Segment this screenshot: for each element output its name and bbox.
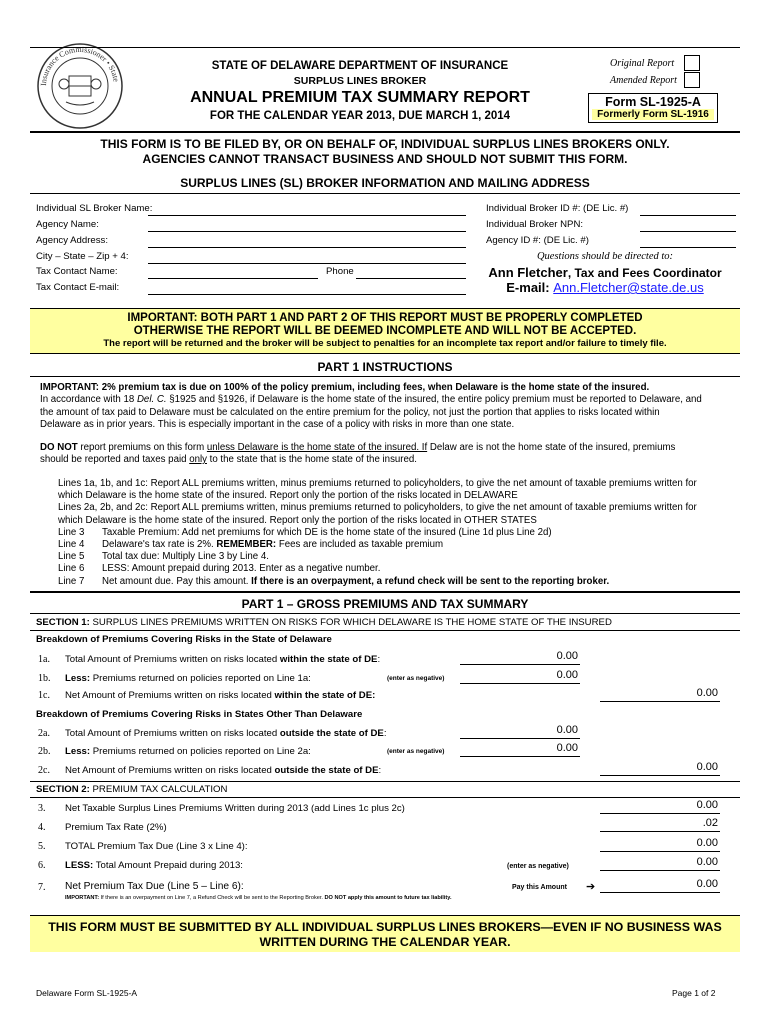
questions-label: Questions should be directed to: [536, 251, 674, 262]
l1a: Lines 1a, 1b, and 1c: Report ALL premiums written, minus premiums returned to policyholders, to give the net amount of taxable premiums written for [58, 478, 697, 489]
p2-u: unless Delaware is the home state of the insured. If [206, 442, 428, 453]
line5-num: Line 5 [58, 551, 85, 563]
row-2b-neg-note: (enter as negative) [387, 748, 445, 755]
broker-id-field[interactable] [640, 215, 736, 216]
tax-contact-email-label: Tax Contact E-mail: [36, 282, 120, 293]
broker-npn-field[interactable] [640, 231, 736, 232]
row-2c-num: 2c. [38, 765, 50, 776]
row-5-value[interactable]: 0.00 [696, 837, 718, 849]
submission-notice-box [30, 915, 740, 952]
p2-bold: DO NOT [40, 442, 78, 453]
line6-num: Line 6 [58, 563, 85, 575]
filing-notice-2: AGENCIES CANNOT TRANSACT BUSINESS AND SHOULD NOT SUBMIT THIS FORM. [142, 152, 628, 166]
instructions-paragraph-2 [40, 442, 740, 467]
form-number: Form SL-1925-A [605, 95, 701, 109]
report-period: FOR THE CALENDAR YEAR 2013, DUE MARCH 1, 2014 [209, 110, 511, 122]
r1a-b: within the state of DE [279, 654, 378, 665]
r6-b: LESS: [65, 860, 94, 871]
email-line [470, 280, 740, 295]
row-2a-num: 2a. [38, 728, 50, 739]
section1-heading [36, 617, 612, 628]
row-7-num: 7. [38, 882, 46, 893]
s1-text: SURPLUS LINES PREMIUMS WRITTEN ON RISKS FOR WHICH DELAWARE IS THE HOME STATE OF THE INSURED [89, 617, 612, 628]
p1-d: Delaware as in prior years. This is especially important in the case of a policy with risks in more than one state. [40, 418, 515, 430]
tax-contact-name-field[interactable] [148, 278, 318, 279]
line4-num: Line 4 [58, 539, 85, 550]
row-3-text: Net Taxable Surplus Lines Premiums Written during 2013 (add Lines 1c plus 2c) [65, 803, 405, 814]
p2-a: report premiums on this form [77, 442, 207, 453]
r1a-t: Total Amount of Premiums written on risks located [65, 654, 280, 665]
row-2a-text: Total Amount of Premiums written on risks located outside the state of DE: [65, 728, 387, 739]
agency-sub: SURPLUS LINES BROKER [293, 75, 427, 87]
p2-only: only [189, 454, 207, 466]
line4-text: Delaware's tax rate is 2%. [102, 539, 217, 550]
row-1c-text [65, 690, 375, 701]
s2-label: SECTION 2: [36, 784, 90, 795]
r2a-b: outside the state of DE [279, 728, 384, 739]
row-1b-value[interactable]: 0.00 [556, 669, 578, 681]
submission-notice-2: WRITTEN DURING THE CALENDAR YEAR. [259, 935, 511, 949]
agency-address-field[interactable] [148, 247, 466, 248]
part1-heading: PART 1 – GROSS PREMIUMS AND TAX SUMMARY [241, 597, 529, 611]
row-2b-num: 2b. [38, 746, 51, 757]
tax-contact-name-label: Tax Contact Name: [36, 266, 118, 277]
row-7-text: Net Premium Tax Due (Line 5 – Line 6): [65, 881, 244, 892]
fine-a: IMPORTANT: [65, 895, 100, 901]
line4-bold: REMEMBER: [216, 539, 277, 550]
row-5-num: 5. [38, 841, 46, 852]
line5-text: Total tax due: Multiply Line 3 by Line 4. [102, 551, 269, 563]
contact-name: Ann Fletcher [488, 265, 568, 280]
row-6-value[interactable]: 0.00 [696, 856, 718, 868]
arrow-right-icon: ➔ [586, 881, 596, 893]
formerly-form: Formerly Form SL-1916 [592, 109, 714, 120]
line7-text: Net amount due. Pay this amount. [102, 575, 252, 587]
breakdown-other-heading: Breakdown of Premiums Covering Risks in States Other Than Delaware [36, 709, 363, 720]
broker-name-field[interactable] [148, 215, 466, 216]
l1b: which Delaware is the home state of the insured. Report only the portion of the risks located in DELAWARE [58, 490, 518, 502]
footer-page-number: Page 1 of 2 [672, 988, 716, 998]
line6-text: LESS: Amount prepaid during 2013. Enter as a negative number. [102, 563, 381, 575]
email-label: E-mail: [506, 280, 550, 295]
overpayment-fine-print [65, 895, 452, 901]
footer-form-id: Delaware Form SL-1925-A [36, 988, 138, 998]
p2-c: should be reported and taxes paid [40, 454, 190, 466]
instructions-paragraph-1 [40, 382, 740, 431]
p1-b: §1925 and §1926, if Delaware is the home state of the insured, the entire policy premium must be reported to Delaware, and [166, 394, 702, 406]
original-report-checkbox[interactable] [684, 55, 700, 71]
p2-b: Delaw are is not the home state of the insured, premiums [427, 442, 676, 453]
filing-notice-1: THIS FORM IS TO BE FILED BY, OR ON BEHALF OF, INDIVIDUAL SURPLUS LINES BROKERS ONLY. [100, 137, 670, 151]
r2c-b: outside the state of DE [274, 765, 379, 776]
row-6-neg-note: (enter as negative) [507, 863, 569, 870]
r6-t: Total Amount Prepaid during 2013: [93, 860, 243, 871]
s2-text: PREMIUM TAX CALCULATION [89, 784, 228, 795]
section2-heading [36, 784, 227, 795]
line3-text: Taxable Premium: Add net premiums for which DE is the home state of the insured (Line 1d plus Line 2d) [102, 526, 552, 538]
r1b-b: Less: [65, 673, 91, 684]
l2b: which Delaware is the home state of the insured. Report only the portion of the risks located in OTHER STATES [58, 514, 537, 526]
row-1b-neg-note: (enter as negative) [387, 675, 445, 682]
part1-instructions-heading: PART 1 INSTRUCTIONS [317, 360, 453, 374]
city-state-zip-label: City – State – Zip + 4: [36, 251, 129, 262]
form-number-box [588, 93, 718, 123]
important-line-1: IMPORTANT: BOTH PART 1 AND PART 2 OF THIS REPORT MUST BE PROPERLY COMPLETED [127, 312, 643, 324]
r2b-t: Premiums returned on policies reported on Line 2a: [90, 746, 311, 757]
agency-name-field[interactable] [148, 231, 466, 232]
phone-field[interactable] [356, 278, 466, 279]
city-state-zip-field[interactable] [148, 263, 466, 264]
r2a-t: Total Amount of Premiums written on risks located [65, 728, 280, 739]
agency-name-label: Agency Name: [36, 219, 99, 230]
broker-id-label: Individual Broker ID #: (DE Lic. #) [486, 203, 629, 214]
important-line-3: The report will be returned and the broker will be subject to penalties for an incomplete tax report and/or failure to timely file. [103, 338, 667, 349]
row-4-value[interactable]: .02 [702, 817, 718, 829]
row-2b-text [65, 746, 311, 757]
amended-report-checkbox[interactable] [684, 72, 700, 88]
broker-npn-label: Individual Broker NPN: [486, 219, 584, 230]
phone-label: Phone [326, 266, 354, 277]
row-3-num: 3. [38, 803, 46, 814]
pay-this-amount-label: Pay this Amount [512, 884, 567, 891]
row-7-value[interactable]: 0.00 [696, 878, 718, 890]
line3-num: Line 3 [58, 526, 85, 538]
fine-b: If there is an overpayment on Line 7, a Refund Check will be sent to the Reporting Broker. [99, 895, 325, 901]
original-report-label: Original Report [610, 58, 675, 69]
important-notice-box [30, 308, 740, 354]
r1c-t: Net Amount of Premiums written on risks located [65, 690, 275, 701]
svg-text:Insurance Commissioner • State [36, 42, 121, 86]
contact-email-link[interactable]: Ann.Fletcher@state.de.us [553, 280, 704, 295]
contact-line [470, 265, 740, 280]
amended-report-label: Amended Report [610, 75, 677, 86]
line-instructions [58, 478, 748, 588]
fine-c: DO NOT apply this amount to future tax liability. [324, 895, 452, 901]
row-6-text [65, 860, 243, 871]
state-seal [36, 42, 124, 130]
p1-cite: Del. C. [136, 394, 167, 406]
p2-d: to the state that is the home state of the insured. [206, 454, 417, 466]
important-line-2: OTHERWISE THE REPORT WILL BE DEEMED INCOMPLETE AND WILL NOT BE ACCEPTED. [133, 325, 637, 337]
row-1a-text: Total Amount of Premiums written on risks located within the state of DE: [65, 654, 381, 665]
seal-text: Insurance Commissioner • State [38, 44, 121, 87]
row-1b-text [65, 673, 311, 684]
row-5-text: TOTAL Premium Tax Due (Line 3 x Line 4): [65, 841, 248, 852]
s1-label: SECTION 1: [36, 617, 90, 628]
row-2b-value[interactable]: 0.00 [556, 742, 578, 754]
r2c-t: Net Amount of Premiums written on risks located [65, 765, 275, 776]
agency-address-label: Agency Address: [36, 235, 108, 246]
agency-id-field[interactable] [640, 247, 736, 248]
agency-id-label: Agency ID #: (DE Lic. #) [486, 235, 589, 246]
line4-after: Fees are included as taxable premium [276, 539, 444, 550]
contact-title: , Tax and Fees Coordinator [567, 266, 722, 280]
row-2c-value[interactable]: 0.00 [696, 761, 718, 773]
row-4-num: 4. [38, 822, 46, 833]
row-1b-num: 1b. [38, 673, 51, 684]
submission-notice-1: THIS FORM MUST BE SUBMITTED BY ALL INDIVIDUAL SURPLUS LINES BROKERS—EVEN IF NO BUSINESS WAS [48, 920, 722, 934]
agency-name: STATE OF DELAWARE DEPARTMENT OF INSURANCE [211, 60, 509, 72]
p1-bold: IMPORTANT: 2% premium tax is due on 100% of the policy premium, including fees, when Delaware is the home state of the insured. [40, 382, 650, 393]
tax-contact-email-field[interactable] [148, 294, 466, 295]
row-1a-num: 1a. [38, 654, 50, 665]
row-1a-value[interactable]: 0.00 [556, 650, 578, 662]
row-3-value[interactable]: 0.00 [696, 799, 718, 811]
r2b-b: Less: [65, 746, 91, 757]
report-title: ANNUAL PREMIUM TAX SUMMARY REPORT [190, 89, 530, 106]
p1-c: the amount of tax paid to Delaware must be calculated on the entire premium for the policy, not just the portion that applies to risks located within [40, 406, 660, 418]
l2a: Lines 2a, 2b, and 2c: Report ALL premiums written, minus premiums returned to policyholders, to give the net amount of taxable premiums written for [58, 502, 697, 514]
line7-bold: If there is an overpayment, a refund check will be sent to the reporting broker. [251, 575, 610, 587]
r1c-b: within the state of DE: [274, 690, 376, 701]
row-1c-value[interactable]: 0.00 [696, 687, 718, 699]
row-1c-num: 1c. [38, 690, 50, 701]
row-2c-text: Net Amount of Premiums written on risks located outside the state of DE: [65, 765, 382, 776]
row-2a-value[interactable]: 0.00 [556, 724, 578, 736]
row-4-text: Premium Tax Rate (2%) [65, 822, 167, 833]
p1-a: In accordance with 18 [40, 394, 137, 406]
broker-name-label: Individual SL Broker Name: [36, 203, 153, 214]
line7-num: Line 7 [58, 575, 85, 587]
broker-info-heading: SURPLUS LINES (SL) BROKER INFORMATION AND MAILING ADDRESS [180, 176, 590, 190]
breakdown-de-heading: Breakdown of Premiums Covering Risks in the State of Delaware [36, 634, 332, 645]
r1b-t: Premiums returned on policies reported on Line 1a: [90, 673, 311, 684]
row-6-num: 6. [38, 860, 46, 871]
